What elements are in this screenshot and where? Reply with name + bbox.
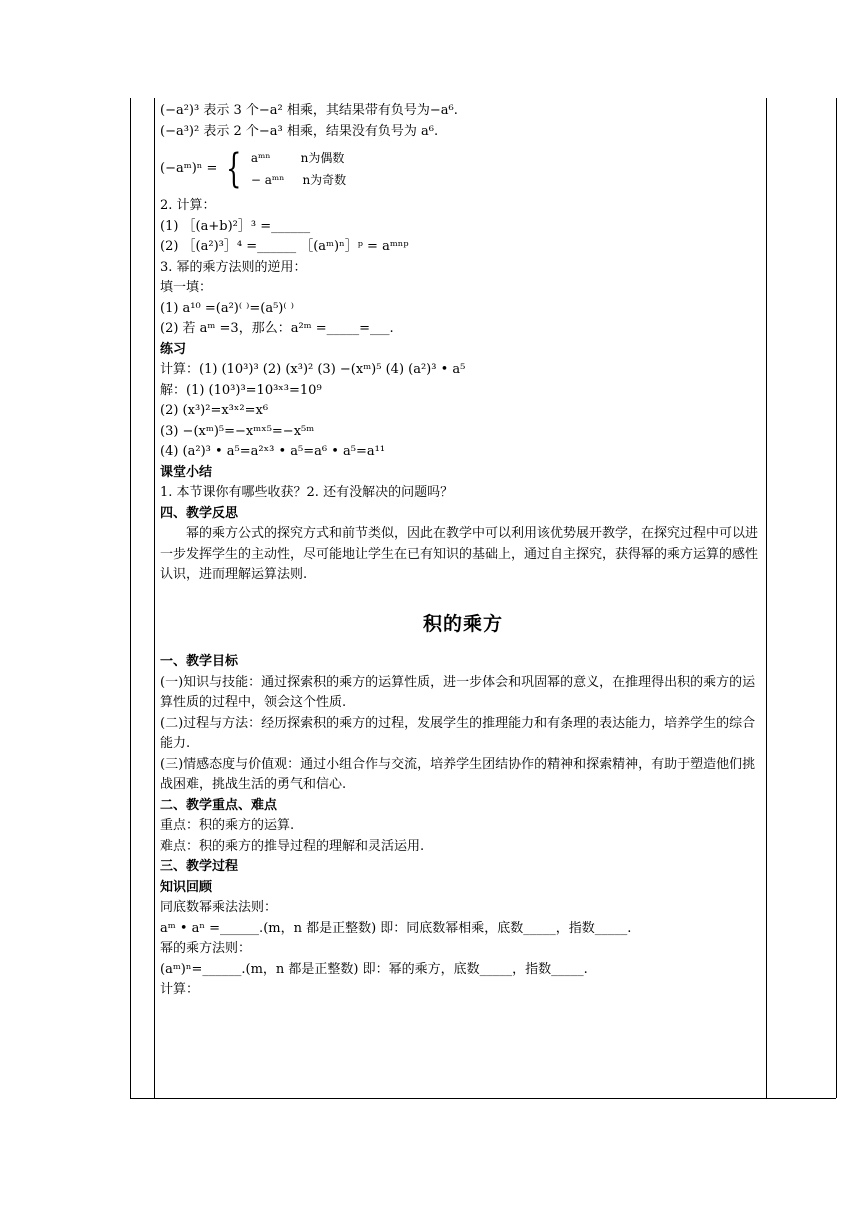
text-line: (2) ［(a²)³］⁴ =______ ［(aᵐ)ⁿ］ᵖ = aᵐⁿᵖ — [160, 239, 409, 254]
keypoint-focus: 重点：积的乘方的运算. — [160, 818, 295, 833]
keypoints-heading: 二、教学重点、难点 — [160, 797, 278, 813]
text-line: (−a³)² 表示 2 个−a³ 相乘，结果没有负号为 a⁶. — [160, 123, 439, 139]
piecewise-lhs: (−aᵐ)ⁿ = — [160, 160, 218, 176]
summary-heading: 课堂小结 — [160, 464, 213, 480]
case-odd-expr: − aᵐⁿ — [250, 173, 285, 187]
keypoint-difficulty: 难点：积的乘方的推导过程的理解和灵活运用. — [160, 838, 425, 854]
practice-line: 计算：(1) (10³)³ (2) (x³)² (3) −(xᵐ)⁵ (4) (a²)³ • a⁵ — [160, 362, 466, 377]
reflection-text: 幂的乘方公式的探究方式和前节类似，因此在教学中可以利用该优势展开教学，在探究过程中可以进一步发挥学生的主动性，尽可能地让学生在已有知识的基础上，通过自主探究，获得幂的乘方运算的感性认识，进而理解运算法则. — [160, 526, 759, 582]
process-line: (aᵐ)ⁿ=______.(m，n 都是正整数) 即：幂的乘方，底数_____，指数_____. — [160, 961, 588, 977]
table-bottom-border — [130, 1098, 836, 1099]
text-line: (1) a¹⁰ =(a²)⁽ ⁾=(a⁵)⁽ ⁾ — [160, 300, 294, 316]
case-odd-cond: n为奇数 — [302, 173, 347, 187]
summary-line: 1. 本节课你有哪些收获？2. 还有没解决的问题吗？ — [160, 485, 454, 500]
text-line: 3. 幂的乘方法则的逆用： — [160, 259, 307, 275]
process-line: aᵐ • aⁿ =______.(m，n 都是正整数) 即：同底数幂相乘，底数_____，指数_____. — [160, 920, 632, 936]
practice-heading: 练习 — [160, 341, 187, 357]
text-line: 2. 计算： — [160, 198, 216, 213]
goals-heading: 一、教学目标 — [160, 654, 239, 669]
reflection-heading: 四、教学反思 — [160, 505, 239, 521]
case-even — [251, 148, 346, 169]
goal-item: (二)过程与方法：经历探索积的乘方的过程，发展学生的推理能力和有条理的表达能力，培养学生的综合能力. — [160, 715, 756, 751]
practice-line: (3) −(xᵐ)⁵=−xᵐˣ⁵=−x⁵ᵐ — [160, 423, 315, 439]
case-odd — [251, 170, 346, 191]
process-subheading: 知识回顾 — [160, 879, 213, 895]
table-border-left — [130, 98, 131, 1098]
practice-line: 解：(1) (10³)³=10³ˣ³=10⁹ — [160, 382, 322, 398]
case-even-expr: aᵐⁿ — [250, 150, 271, 165]
brace-symbol: { — [226, 146, 242, 192]
text-line: (2) 若 aᵐ =3，那么：a²ᵐ =_____=___. — [160, 321, 394, 336]
practice-line: (2) (x³)²=x³ˣ²=x⁶ — [160, 403, 269, 418]
text-line: 填一填： — [160, 280, 213, 295]
process-heading: 三、教学过程 — [160, 859, 239, 874]
case-even-cond: n为偶数 — [300, 150, 345, 165]
process-line: 同底数幂乘法法则： — [160, 900, 278, 915]
goal-item: (一)知识与技能：通过探索积的乘方的运算性质，进一步体会和巩固幂的意义，在推理得出积的乘方的运算性质的过程中，领会这个性质. — [160, 674, 756, 710]
practice-line: (4) (a²)³ • a⁵=a²ˣ³ • a⁵=a⁶ • a⁵=a¹¹ — [160, 444, 386, 459]
text-line: (−a²)³ 表示 3 个−a² 相乘，其结果带有负号为−a⁶. — [160, 103, 458, 118]
table-divider-1 — [154, 98, 155, 1098]
table-divider-2 — [766, 98, 767, 1098]
piecewise-formula — [160, 146, 766, 192]
goal-item: (三)情感态度与价值观：通过小组合作与交流，培养学生团结协作的精神和探索精神，有助于塑造他们挑战困难，挑战生活的勇气和信心. — [160, 756, 756, 792]
lesson-content — [160, 101, 766, 1001]
section-title: 积的乘方 — [422, 612, 503, 635]
table-border-right — [836, 98, 837, 1098]
process-line: 幂的乘方法则： — [160, 941, 252, 956]
piecewise-cases — [251, 148, 346, 191]
process-line: 计算： — [160, 982, 200, 997]
text-line: (1) ［(a+b)²］³ =______ — [160, 218, 311, 234]
